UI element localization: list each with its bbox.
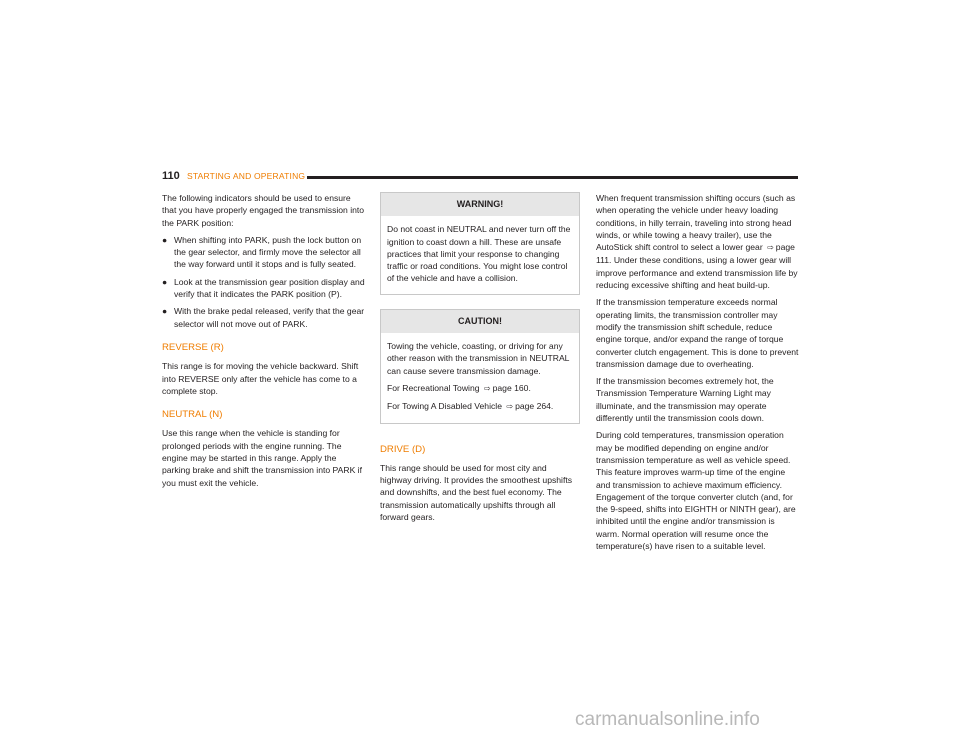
list-item: ● When shifting into PARK, push the lock button on the gear selector, and firmly move the selector all the way forward until it stops and is fully seated.	[162, 234, 362, 270]
reverse-heading: REVERSE (R)	[162, 341, 224, 353]
autostick-paragraph: When frequent transmission shifting occurs (such as when operating the vehicle under heavy loading conditions, in hilly terrain, traveling into strong head winds, or while towing a heavy trailer), use the AutoStick shift control to select a lower gear ⇨ page 111. Under these conditions, using a lower gear will improve performance and extend transmission life by reducing excessive shifting and heat build-up.	[596, 193, 798, 291]
caution-title: CAUTION!	[381, 310, 579, 333]
caution-ref-towing: For Recreational Towing ⇨ page 160.	[387, 382, 531, 393]
hot-transmission-paragraph: If the transmission becomes extremely hot, the Transmission Temperature Warning Light may illuminate, and the transmission may operate differently until the transmission cools down.	[596, 376, 774, 424]
watermark: carmanualsonline.info	[575, 709, 760, 730]
bullet-dot-icon: ●	[162, 276, 168, 287]
reverse-text: This range is for moving the vehicle backward. Shift into REVERSE only after the vehicle has come to a complete stop.	[162, 361, 359, 396]
caution-box	[380, 309, 580, 424]
page-header	[162, 170, 798, 184]
park-intro: The following indicators should be used to ensure that you have properly engaged the transmission into the PARK position:	[162, 193, 365, 228]
bullet-dot-icon: ●	[162, 234, 168, 245]
park-indicator-list	[162, 234, 365, 330]
column-3	[596, 192, 799, 557]
drive-heading: DRIVE (D)	[380, 443, 426, 455]
page-number: 110	[162, 170, 180, 182]
page-ref-link-160[interactable]: page 160.	[492, 382, 531, 393]
warning-text: Do not coast in NEUTRAL and never turn off the ignition to coast down a hill. These are unsafe practices that limit your response to changing traffic or road conditions. You might lose control of the vehicle and have a collision.	[387, 224, 571, 284]
neutral-heading: NEUTRAL (N)	[162, 409, 223, 421]
page-ref-arrow-icon: ⇨	[483, 383, 491, 393]
drive-text: This range should be used for most city and highway driving. It provides the smoothest upshifts and downshifts, and the best fuel economy. The transmission automatically upshifts through all forward gears.	[380, 462, 573, 523]
list-item: ● With the brake pedal released, verify that the gear selector will not move out of PARK.	[162, 306, 365, 329]
caution-ref-disabled: For Towing A Disabled Vehicle ⇨ page 264.	[387, 401, 554, 412]
column-2	[380, 192, 580, 528]
section-title: STARTING AND OPERATING	[187, 171, 306, 181]
neutral-text: Use this range when the vehicle is standing for prolonged periods with the engine running. The engine may be started in this range. Apply the parking brake and shift the transmission into PARK if you must exit the vehicle.	[162, 428, 362, 488]
header-rule	[307, 176, 798, 179]
page-ref-link-111[interactable]: page 111.	[596, 242, 795, 266]
list-item: ● Look at the transmission gear position display and verify that it indicates the PARK position (P).	[162, 276, 365, 300]
page-ref-arrow-icon: ⇨	[767, 243, 774, 253]
page-ref-arrow-icon: ⇨	[506, 402, 514, 412]
temperature-paragraph: If the transmission temperature exceeds normal operating limits, the transmission controller may modify the transmission shift schedule, reduce engine torque, and/or expand the range of torque converter clutch engagement. This is done to prevent transmission damage due to overheating.	[596, 297, 799, 369]
column-1	[162, 192, 365, 494]
bullet-dot-icon: ●	[162, 306, 168, 317]
warning-title: WARNING!	[381, 193, 579, 216]
caution-text: Towing the vehicle, coasting, or driving for any other reason with the transmission in NEUTRAL can cause severe transmission damage.	[387, 341, 570, 376]
cold-temperature-paragraph: During cold temperatures, transmission operation may be modified depending on engine and/or transmission temperature as well as vehicle speed. This feature improves warm-up time of the engine and transmission to achieve maximum efficiency. Engagement of the torque converter clutch (and, for the 9-speed, shifts into EIGHTH or NINTH gear), are inhibited until the engine and/or transmission is warm. Normal operation will resume once the temperature(s) have risen to a suitable level.	[596, 430, 796, 552]
warning-box	[380, 192, 580, 295]
page-ref-link-264[interactable]: page 264.	[515, 401, 554, 412]
